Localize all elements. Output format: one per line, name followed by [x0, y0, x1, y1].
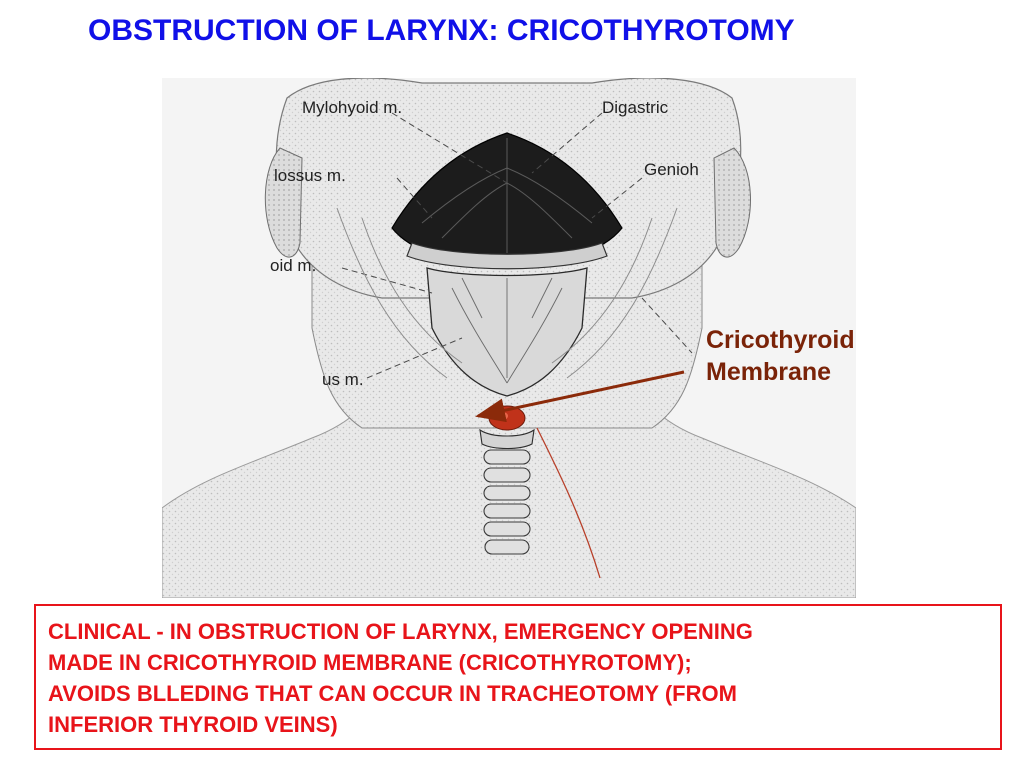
- callout-line-1: Cricothyroid: [706, 326, 855, 354]
- label-hyoglossus: lossus m.: [274, 166, 346, 185]
- slide-title: OBSTRUCTION OF LARYNX: CRICOTHYROTOMY: [88, 14, 795, 47]
- label-mylohyoid: Mylohyoid m.: [302, 98, 403, 117]
- clinical-note-box: [34, 604, 1002, 750]
- label-digastric: Digastric: [602, 98, 669, 117]
- label-stylohyoid: oid m.: [270, 256, 317, 275]
- label-geniohyoid: Genioh: [644, 160, 699, 179]
- callout-label: [706, 324, 855, 388]
- clinical-note-text: CLINICAL - IN OBSTRUCTION OF LARYNX, EMERGENCY OPENING MADE IN CRICOTHYROID MEMBRANE (CRICOTHYROTOMY); AVOIDS BLLEDING THAT CAN OCCUR IN TRACHEOTOMY (FROM INFERIOR THYROID VEINS): [48, 619, 753, 737]
- callout-line-2: Membrane: [706, 358, 832, 386]
- label-sternocleido: us m.: [322, 370, 364, 389]
